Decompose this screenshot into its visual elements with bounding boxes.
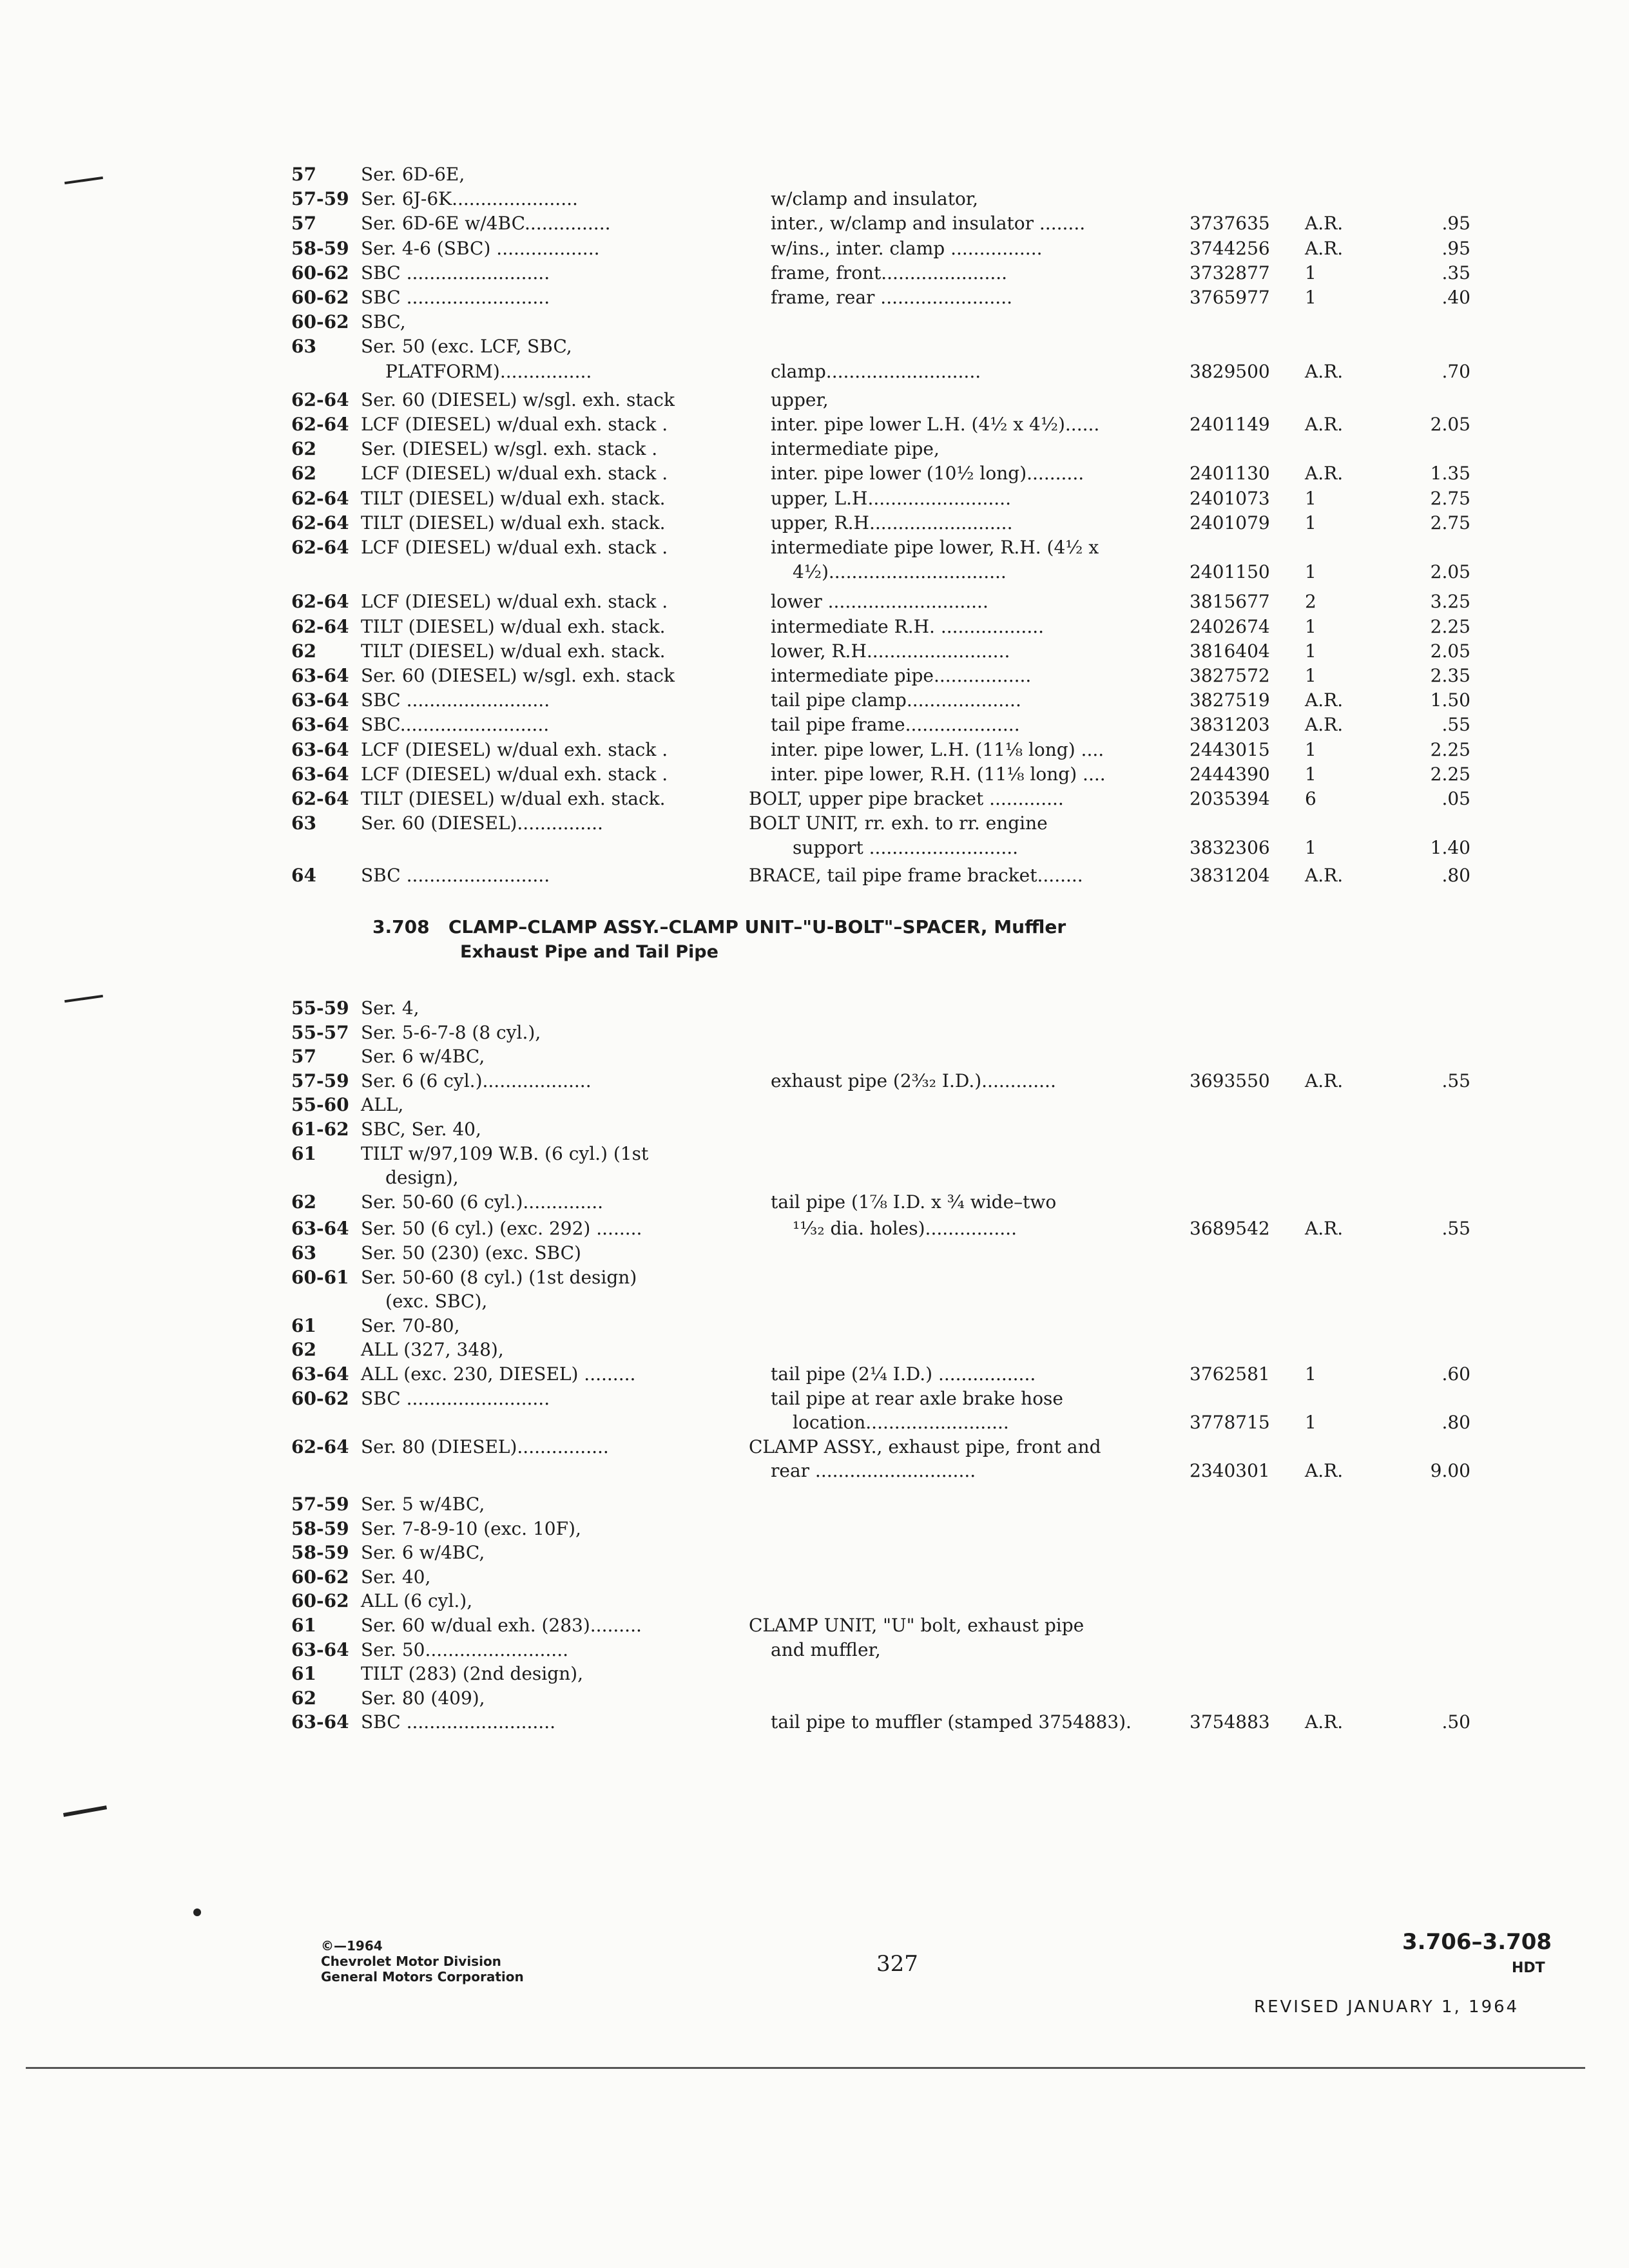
part-number-cell: 3816404 — [1190, 640, 1270, 662]
table-row — [0, 1241, 1629, 1265]
model-cell: Ser. 5 w/4BC, — [361, 1494, 485, 1515]
year-cell: 62-64 — [291, 591, 349, 613]
model-cell: Ser. 4, — [361, 997, 419, 1019]
description-cell: intermediate pipe................. — [771, 665, 1032, 686]
year-cell: 60-62 — [291, 311, 349, 333]
part-number-cell: 3831203 — [1190, 714, 1270, 736]
description-cell: lower, R.H......................... — [771, 640, 1010, 662]
description-cell: BOLT, upper pipe bracket ............. — [749, 788, 1064, 809]
quantity-cell: 1 — [1305, 1363, 1316, 1385]
quantity-cell: 1 — [1305, 738, 1316, 760]
description-cell: 4½)............................... — [793, 561, 1007, 583]
table-row — [0, 1686, 1629, 1711]
quantity-cell: A.R. — [1305, 213, 1344, 235]
model-cell: Ser. 60 (DIESEL) w/sgl. exh. stack — [361, 665, 675, 686]
model-cell: ALL (6 cyl.), — [361, 1590, 473, 1612]
table-row — [0, 162, 1629, 187]
section-subtitle: Exhaust Pipe and Tail Pipe — [460, 942, 718, 962]
model-cell: TILT (DIESEL) w/dual exh. stack. — [361, 512, 666, 533]
table-row — [0, 560, 1629, 584]
table-row — [0, 787, 1629, 811]
part-number-cell: 2444390 — [1190, 763, 1270, 785]
description-cell: w/clamp and insulator, — [771, 188, 979, 210]
description-cell: frame, front...................... — [771, 262, 1008, 284]
description-cell: inter. pipe lower L.H. (4½ x 4½)...... — [771, 414, 1100, 435]
part-number-cell: 3754883 — [1190, 1711, 1270, 1733]
price-cell: .50 — [1441, 1711, 1470, 1733]
table-row — [0, 236, 1629, 261]
table-row — [0, 1435, 1629, 1459]
table-row — [0, 863, 1629, 888]
price-cell: 2.05 — [1430, 414, 1470, 435]
price-cell: .60 — [1441, 1363, 1470, 1385]
year-cell: 60-62 — [291, 1566, 349, 1588]
description-cell: inter. pipe lower, L.H. (11⅛ long) .... — [771, 738, 1104, 760]
price-cell: .95 — [1441, 213, 1470, 235]
part-number-cell: 3832306 — [1190, 837, 1270, 859]
year-cell: 58-59 — [291, 1517, 349, 1539]
year-cell: 62 — [291, 1687, 316, 1709]
quantity-cell: 1 — [1305, 763, 1316, 785]
price-cell: .80 — [1441, 1412, 1470, 1434]
part-number-cell: 3815677 — [1190, 591, 1270, 613]
price-cell: 9.00 — [1430, 1460, 1470, 1482]
table-row — [0, 486, 1629, 511]
quantity-cell: A.R. — [1305, 689, 1344, 711]
price-cell: .80 — [1441, 864, 1470, 886]
model-cell: Ser. 50-60 (6 cyl.).............. — [361, 1191, 604, 1213]
year-cell: 58-59 — [291, 1542, 349, 1564]
model-cell: Ser. 6J-6K...................... — [361, 188, 578, 210]
quantity-cell: A.R. — [1305, 360, 1344, 382]
year-cell: 61 — [291, 1663, 316, 1685]
quantity-cell: A.R. — [1305, 1711, 1344, 1733]
price-cell: 2.05 — [1430, 561, 1470, 583]
table-row — [0, 1190, 1629, 1215]
year-cell: 63-64 — [291, 1639, 349, 1660]
description-cell: tail pipe (2¼ I.D.) ................. — [771, 1363, 1036, 1385]
part-number-cell: 3744256 — [1190, 237, 1270, 259]
description-cell: ¹¹⁄₃₂ dia. holes)................ — [793, 1218, 1017, 1240]
part-number-cell: 2035394 — [1190, 788, 1270, 809]
table-row — [0, 1093, 1629, 1117]
year-cell: 62-64 — [291, 1436, 349, 1457]
section-range: 3.706–3.708 — [1402, 1929, 1552, 1955]
model-cell: Ser. 6 w/4BC, — [361, 1542, 485, 1564]
model-cell: Ser. 6D-6E, — [361, 164, 465, 185]
model-cell: TILT (DIESEL) w/dual exh. stack. — [361, 487, 666, 509]
price-cell: 2.75 — [1430, 487, 1470, 509]
quantity-cell: A.R. — [1305, 1070, 1344, 1091]
table-row — [0, 1142, 1629, 1166]
quantity-cell: 1 — [1305, 640, 1316, 662]
description-cell: inter. pipe lower (10½ long).......... — [771, 463, 1084, 485]
part-number-cell: 3765977 — [1190, 287, 1270, 308]
model-cell: Ser. 50......................... — [361, 1639, 568, 1660]
table-row — [0, 535, 1629, 560]
model-cell: Ser. 50 (6 cyl.) (exc. 292) ........ — [361, 1218, 642, 1240]
year-cell: 63 — [291, 812, 316, 834]
corporation-name: General Motors Corporation — [321, 1969, 524, 1984]
model-cell: LCF (DIESEL) w/dual exh. stack . — [361, 738, 668, 760]
year-cell: 61 — [291, 1615, 316, 1636]
quantity-cell: A.R. — [1305, 1218, 1344, 1240]
table-row — [0, 664, 1629, 688]
year-cell: 63-64 — [291, 763, 349, 785]
description-cell: CLAMP ASSY., exhaust pipe, front and — [749, 1436, 1101, 1457]
table-row — [0, 811, 1629, 836]
description-cell: and muffler, — [771, 1639, 881, 1660]
model-cell: SBC .......................... — [361, 1711, 556, 1733]
part-number-cell: 3693550 — [1190, 1070, 1270, 1091]
year-cell: 63-64 — [291, 714, 349, 736]
year-cell: 58-59 — [291, 237, 349, 259]
part-number-cell: 3829500 — [1190, 360, 1270, 382]
price-cell: 2.25 — [1430, 738, 1470, 760]
year-cell: 62-64 — [291, 414, 349, 435]
model-cell: SBC, — [361, 311, 406, 333]
description-cell: intermediate pipe, — [771, 438, 940, 460]
description-cell: intermediate pipe lower, R.H. (4½ x — [771, 537, 1099, 558]
table-row — [0, 1265, 1629, 1290]
footer-rule — [26, 2067, 1585, 2069]
description-cell: lower ............................ — [771, 591, 988, 613]
year-cell: 57 — [291, 164, 316, 185]
description-cell: rear ............................ — [771, 1460, 976, 1482]
quantity-cell: A.R. — [1305, 414, 1344, 435]
model-cell: SBC ......................... — [361, 287, 550, 308]
table-row — [0, 1517, 1629, 1541]
model-cell: TILT (DIESEL) w/dual exh. stack. — [361, 615, 666, 637]
division-code: HDT — [1512, 1960, 1545, 1976]
table-row — [0, 1387, 1629, 1411]
table-row — [0, 1662, 1629, 1686]
table-row — [0, 762, 1629, 787]
year-cell: 55-59 — [291, 997, 349, 1019]
revised-date: REVISED JANUARY 1, 1964 — [1254, 1997, 1519, 2017]
model-cell: SBC.......................... — [361, 714, 550, 736]
part-number-cell: 2401150 — [1190, 561, 1270, 583]
year-cell: 60-61 — [291, 1266, 349, 1288]
part-number-cell: 2401073 — [1190, 487, 1270, 509]
model-cell: Ser. 60 w/dual exh. (283)......... — [361, 1615, 642, 1636]
year-cell: 62 — [291, 640, 316, 662]
table-row — [0, 1710, 1629, 1735]
quantity-cell: 1 — [1305, 512, 1316, 533]
model-cell: Ser. 4-6 (SBC) .................. — [361, 237, 600, 259]
description-cell: BOLT UNIT, rr. exh. to rr. engine — [749, 812, 1048, 834]
table-row — [0, 1338, 1629, 1362]
quantity-cell: 1 — [1305, 487, 1316, 509]
description-cell: tail pipe (1⅞ I.D. x ¾ wide–two — [771, 1191, 1057, 1213]
table-row — [0, 211, 1629, 236]
price-cell: 1.35 — [1430, 463, 1470, 485]
model-cell: SBC, Ser. 40, — [361, 1119, 481, 1140]
section-number: 3.708 — [372, 916, 430, 937]
part-number-cell: 2401130 — [1190, 463, 1270, 485]
year-cell: 62 — [291, 1191, 316, 1213]
quantity-cell: 2 — [1305, 591, 1316, 613]
model-cell: Ser. 70-80, — [361, 1314, 460, 1336]
quantity-cell: 1 — [1305, 561, 1316, 583]
model-cell: TILT (DIESEL) w/dual exh. stack. — [361, 640, 666, 662]
model-cell: LCF (DIESEL) w/dual exh. stack . — [361, 763, 668, 785]
quantity-cell: 1 — [1305, 1412, 1316, 1434]
table-row — [0, 615, 1629, 639]
year-cell: 62-64 — [291, 537, 349, 558]
year-cell: 63-64 — [291, 738, 349, 760]
footer-copyright — [321, 1938, 524, 1984]
table-row — [0, 1117, 1629, 1142]
table-row — [0, 1216, 1629, 1241]
model-cell: Ser. 6D-6E w/4BC............... — [361, 213, 611, 235]
part-number-cell: 3827572 — [1190, 665, 1270, 686]
price-cell: .55 — [1441, 1218, 1470, 1240]
year-cell: 63-64 — [291, 689, 349, 711]
price-cell: 1.40 — [1430, 837, 1470, 859]
part-number-cell: 3732877 — [1190, 262, 1270, 284]
year-cell: 63 — [291, 336, 316, 358]
description-cell: upper, — [771, 389, 829, 410]
table-row — [0, 1638, 1629, 1662]
model-cell: Ser. (DIESEL) w/sgl. exh. stack . — [361, 438, 658, 460]
table-row — [0, 836, 1629, 860]
part-number-cell: 2401079 — [1190, 512, 1270, 533]
quantity-cell: A.R. — [1305, 1460, 1344, 1482]
model-cell: Ser. 6 (6 cyl.)................... — [361, 1070, 592, 1091]
table-row — [0, 261, 1629, 285]
table-row — [0, 1166, 1629, 1190]
description-cell: intermediate R.H. .................. — [771, 615, 1045, 637]
year-cell: 62-64 — [291, 788, 349, 809]
model-cell: Ser. 50 (230) (exc. SBC) — [361, 1242, 581, 1264]
year-cell: 57 — [291, 1046, 316, 1068]
year-cell: 57-59 — [291, 1494, 349, 1515]
table-row — [0, 1459, 1629, 1483]
model-cell: design), — [385, 1167, 459, 1189]
model-cell: SBC ......................... — [361, 689, 550, 711]
model-cell: Ser. 60 (DIESEL)............... — [361, 812, 603, 834]
table-row — [0, 1362, 1629, 1387]
table-row — [0, 412, 1629, 437]
quantity-cell: 1 — [1305, 837, 1316, 859]
table-row — [0, 1589, 1629, 1613]
year-cell: 60-62 — [291, 1590, 349, 1612]
model-cell: ALL, — [361, 1094, 404, 1116]
description-cell: tail pipe clamp.................... — [771, 689, 1021, 711]
model-cell: Ser. 80 (DIESEL)................ — [361, 1436, 609, 1457]
table-row — [0, 590, 1629, 614]
quantity-cell: A.R. — [1305, 714, 1344, 736]
description-cell: exhaust pipe (2³⁄₃₂ I.D.)............. — [771, 1070, 1056, 1091]
year-cell: 61 — [291, 1314, 316, 1336]
description-cell: frame, rear ....................... — [771, 287, 1013, 308]
model-cell: Ser. 50-60 (8 cyl.) (1st design) — [361, 1266, 637, 1288]
price-cell: 2.05 — [1430, 640, 1470, 662]
margin-mark — [63, 1805, 107, 1817]
part-number-cell: 3831204 — [1190, 864, 1270, 886]
price-cell: .55 — [1441, 1070, 1470, 1091]
model-cell: ALL (exc. 230, DIESEL) ......... — [361, 1363, 636, 1385]
model-cell: PLATFORM)................ — [385, 360, 592, 382]
model-cell: Ser. 60 (DIESEL) w/sgl. exh. stack — [361, 389, 675, 410]
model-cell: ALL (327, 348), — [361, 1339, 504, 1361]
model-cell: LCF (DIESEL) w/dual exh. stack . — [361, 537, 668, 558]
year-cell: 63-64 — [291, 1363, 349, 1385]
page-number: 327 — [876, 1951, 918, 1977]
table-row — [0, 1565, 1629, 1590]
year-cell: 55-60 — [291, 1094, 349, 1116]
table-row — [0, 187, 1629, 211]
year-cell: 60-62 — [291, 1387, 349, 1409]
price-cell: .40 — [1441, 287, 1470, 308]
model-cell: TILT (DIESEL) w/dual exh. stack. — [361, 788, 666, 809]
price-cell: 2.35 — [1430, 665, 1470, 686]
model-cell: (exc. SBC), — [385, 1291, 488, 1312]
model-cell: TILT w/97,109 W.B. (6 cyl.) (1st — [361, 1142, 649, 1164]
description-cell: tail pipe to muffler (stamped 3754883). — [771, 1711, 1132, 1733]
quantity-cell: A.R. — [1305, 864, 1344, 886]
description-cell: clamp........................... — [771, 360, 981, 382]
year-cell: 60-62 — [291, 287, 349, 308]
price-cell: .35 — [1441, 262, 1470, 284]
description-cell: w/ins., inter. clamp ................ — [771, 237, 1043, 259]
table-row — [0, 1541, 1629, 1565]
quantity-cell: A.R. — [1305, 463, 1344, 485]
table-row — [0, 1314, 1629, 1338]
part-number-cell: 2401149 — [1190, 414, 1270, 435]
model-cell: LCF (DIESEL) w/dual exh. stack . — [361, 463, 668, 485]
table-row — [0, 360, 1629, 384]
table-row — [0, 713, 1629, 737]
quantity-cell: 1 — [1305, 287, 1316, 308]
part-number-cell: 3689542 — [1190, 1218, 1270, 1240]
part-number-cell: 3827519 — [1190, 689, 1270, 711]
quantity-cell: 1 — [1305, 665, 1316, 686]
year-cell: 62 — [291, 463, 316, 485]
description-cell: inter., w/clamp and insulator ........ — [771, 213, 1086, 235]
model-cell: SBC ......................... — [361, 1387, 550, 1409]
quantity-cell: 1 — [1305, 615, 1316, 637]
part-number-cell: 2402674 — [1190, 615, 1270, 637]
year-cell: 62 — [291, 1339, 316, 1361]
part-number-cell: 2443015 — [1190, 738, 1270, 760]
quantity-cell: 6 — [1305, 788, 1316, 809]
year-cell: 55-57 — [291, 1021, 349, 1043]
table-row — [0, 688, 1629, 713]
model-cell: LCF (DIESEL) w/dual exh. stack . — [361, 414, 668, 435]
model-cell: SBC ......................... — [361, 262, 550, 284]
model-cell: Ser. 7-8-9-10 (exc. 10F), — [361, 1517, 581, 1539]
quantity-cell: 1 — [1305, 262, 1316, 284]
model-cell: SBC ......................... — [361, 864, 550, 886]
description-cell: BRACE, tail pipe frame bracket........ — [749, 864, 1083, 886]
description-cell: tail pipe at rear axle brake hose — [771, 1387, 1063, 1409]
quantity-cell: A.R. — [1305, 237, 1344, 259]
table-row — [0, 388, 1629, 412]
table-row — [0, 738, 1629, 762]
model-cell: Ser. 40, — [361, 1566, 431, 1588]
part-number-cell: 3778715 — [1190, 1412, 1270, 1434]
table-row — [0, 1021, 1629, 1045]
table-row — [0, 1069, 1629, 1093]
model-cell: Ser. 50 (exc. LCF, SBC, — [361, 336, 572, 358]
description-cell: inter. pipe lower, R.H. (11⅛ long) .... — [771, 763, 1106, 785]
margin-dot — [193, 1908, 201, 1916]
year-cell: 62-64 — [291, 389, 349, 410]
table-row — [0, 285, 1629, 310]
table-row — [0, 310, 1629, 334]
year-cell: 63 — [291, 1242, 316, 1264]
table-row — [0, 1613, 1629, 1638]
table-row — [0, 511, 1629, 535]
year-cell: 62-64 — [291, 615, 349, 637]
table-row — [0, 334, 1629, 359]
year-cell: 62-64 — [291, 512, 349, 533]
price-cell: .70 — [1441, 360, 1470, 382]
table-row — [0, 1289, 1629, 1314]
description-cell: location......................... — [793, 1412, 1009, 1434]
table-row — [0, 437, 1629, 461]
price-cell: 2.25 — [1430, 763, 1470, 785]
year-cell: 62 — [291, 438, 316, 460]
model-cell: Ser. 80 (409), — [361, 1687, 485, 1709]
year-cell: 57 — [291, 213, 316, 235]
year-cell: 64 — [291, 864, 316, 886]
year-cell: 63-64 — [291, 1711, 349, 1733]
description-cell: support .......................... — [793, 837, 1019, 859]
year-cell: 63-64 — [291, 1218, 349, 1240]
section-heading — [372, 916, 1066, 937]
model-cell: TILT (283) (2nd design), — [361, 1663, 584, 1685]
model-cell: Ser. 5-6-7-8 (8 cyl.), — [361, 1021, 541, 1043]
price-cell: .05 — [1441, 788, 1470, 809]
year-cell: 57-59 — [291, 188, 349, 210]
description-cell: upper, R.H......................... — [771, 512, 1013, 533]
table-row — [0, 1410, 1629, 1435]
price-cell: 3.25 — [1430, 591, 1470, 613]
price-cell: 1.50 — [1430, 689, 1470, 711]
price-cell: .55 — [1441, 714, 1470, 736]
part-number-cell: 3737635 — [1190, 213, 1270, 235]
description-cell: CLAMP UNIT, "U" bolt, exhaust pipe — [749, 1615, 1084, 1636]
price-cell: .95 — [1441, 237, 1470, 259]
division-name: Chevrolet Motor Division — [321, 1954, 501, 1969]
year-cell: 63-64 — [291, 665, 349, 686]
model-cell: Ser. 6 w/4BC, — [361, 1046, 485, 1068]
table-row — [0, 639, 1629, 664]
price-cell: 2.25 — [1430, 615, 1470, 637]
copyright-year: ©—1964 — [321, 1938, 383, 1954]
part-number-cell: 2340301 — [1190, 1460, 1270, 1482]
table-row — [0, 996, 1629, 1021]
model-cell: LCF (DIESEL) w/dual exh. stack . — [361, 591, 668, 613]
year-cell: 61 — [291, 1142, 316, 1164]
year-cell: 61-62 — [291, 1119, 349, 1140]
section-title: CLAMP–CLAMP ASSY.–CLAMP UNIT–"U-BOLT"–SPACER, Muffler — [448, 916, 1066, 937]
year-cell: 62-64 — [291, 487, 349, 509]
year-cell: 60-62 — [291, 262, 349, 284]
table-row — [0, 461, 1629, 486]
description-cell: tail pipe frame.................... — [771, 714, 1020, 736]
description-cell: upper, L.H......................... — [771, 487, 1011, 509]
table-row — [0, 1044, 1629, 1069]
year-cell: 57-59 — [291, 1070, 349, 1091]
price-cell: 2.75 — [1430, 512, 1470, 533]
table-row — [0, 1492, 1629, 1517]
part-number-cell: 3762581 — [1190, 1363, 1270, 1385]
